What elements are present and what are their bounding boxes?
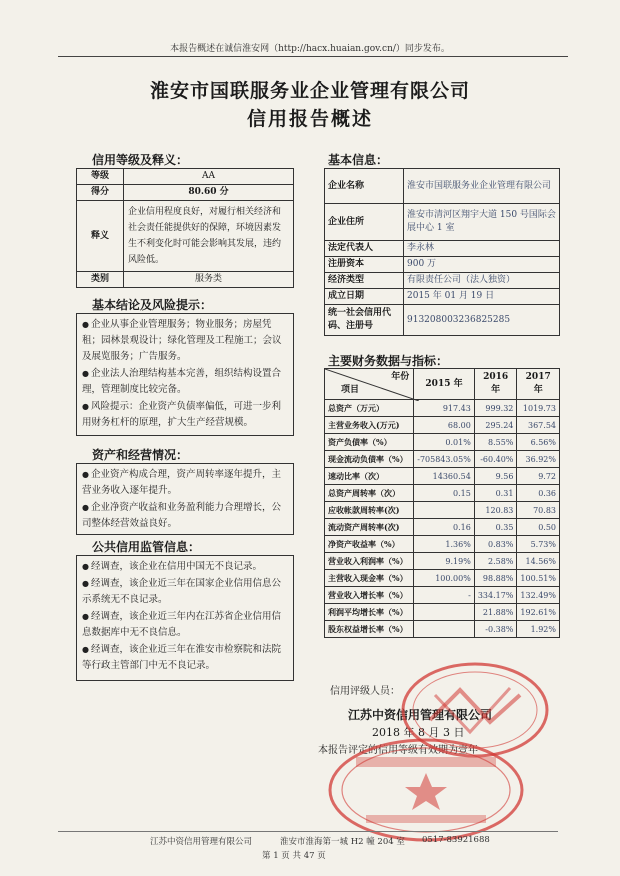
bullet-icon: ● bbox=[82, 320, 89, 329]
financial-table bbox=[324, 368, 560, 638]
info-row-credit-code bbox=[325, 305, 560, 336]
bullet-icon: ● bbox=[82, 470, 89, 479]
financial-value: 0.83% bbox=[474, 536, 517, 553]
financial-value: -60.40% bbox=[474, 451, 517, 468]
financial-row bbox=[325, 587, 560, 604]
supervision-box bbox=[76, 555, 294, 681]
financial-row bbox=[325, 570, 560, 587]
category-value: 服务类 bbox=[124, 272, 294, 288]
report-title-company: 淮安市国联服务业企业管理有限公司 bbox=[149, 80, 470, 102]
supervision-item: ● 经调查，该企业近三年在淮安市检察院和法院等行政主管部门中无不良记录。 bbox=[82, 644, 281, 671]
financial-metric-label: 营业收入利润率（%） bbox=[325, 553, 414, 570]
year-header: 2017 年 bbox=[517, 369, 560, 400]
financial-value: 9.72 bbox=[517, 468, 560, 485]
credit-code-value: 913208003236825285 bbox=[404, 305, 560, 336]
company-name-value: 淮安市国联服务业企业管理有限公司 bbox=[404, 169, 560, 204]
info-row-capital bbox=[325, 257, 560, 273]
basic-info-table bbox=[324, 168, 560, 336]
financial-row bbox=[325, 468, 560, 485]
corner-cell bbox=[325, 369, 414, 400]
footer-phone: 0517-83921688 bbox=[422, 835, 490, 845]
financial-metric-label: 主营收入现金率（%） bbox=[325, 570, 414, 587]
financial-value: 9.56 bbox=[474, 468, 517, 485]
operation-section-title: 资产和经营情况： bbox=[92, 448, 189, 462]
financial-value bbox=[414, 502, 475, 519]
top-divider bbox=[58, 56, 568, 57]
signing-date: 2018 年 8 月 3 日 bbox=[372, 726, 465, 739]
bullet-icon: ● bbox=[82, 369, 89, 378]
bullet-icon: ● bbox=[82, 402, 89, 411]
credit-seal-stamp bbox=[326, 735, 526, 845]
conclusion-item: ● 企业从事企业管理服务；物业服务；房屋凭租；园林景观设计；绿化管理及工程施工；会议及展览服务；广告服务。 bbox=[82, 319, 282, 362]
footer-address: 淮安市淮海第一城 H2 幢 204 室 bbox=[280, 837, 405, 847]
basic-info-section-title: 基本信息： bbox=[328, 153, 389, 167]
capital-value: 900 万 bbox=[404, 257, 560, 273]
category-label: 类别 bbox=[77, 272, 124, 288]
definition-value: 企业信用程度良好，对履行相关经济和社会责任能提供好的保障，环境因素发生不利变化时可能会影响其发展，违约风险低。 bbox=[124, 201, 294, 272]
economic-type-label: 经济类型 bbox=[325, 273, 404, 289]
financial-value: 8.55% bbox=[474, 434, 517, 451]
financial-metric-label: 营业收入增长率（%） bbox=[325, 587, 414, 604]
bullet-icon: ● bbox=[82, 562, 89, 571]
financial-header-row bbox=[325, 369, 560, 400]
conclusion-section-title: 基本结论及风险提示： bbox=[92, 298, 213, 312]
info-row-name bbox=[325, 169, 560, 204]
financial-metric-label: 股东权益增长率（%） bbox=[325, 621, 414, 638]
year-header: 2016 年 bbox=[474, 369, 517, 400]
financial-metric-label: 主营业务收入(万元) bbox=[325, 417, 414, 434]
report-title: 信用报告概述 bbox=[246, 108, 373, 130]
info-row-address bbox=[325, 204, 560, 241]
bullet-icon: ● bbox=[82, 503, 89, 512]
financial-value: 917.43 bbox=[414, 400, 475, 417]
score-label: 得分 bbox=[77, 185, 124, 201]
supervision-item: ● 经调查，该企业在信用中国无不良记录。 bbox=[82, 561, 262, 572]
financial-metric-label: 应收帐款周转率(次) bbox=[325, 502, 414, 519]
financial-value: 0.16 bbox=[414, 519, 475, 536]
financial-row bbox=[325, 434, 560, 451]
financial-metric-label: 流动资产周转率(次) bbox=[325, 519, 414, 536]
publish-note: 本报告概述在诚信淮安网（http://hacx.huaian.gov.cn/）同步发布。 bbox=[170, 44, 450, 54]
financial-value: 98.88% bbox=[474, 570, 517, 587]
financial-value: 0.36 bbox=[517, 485, 560, 502]
financial-value bbox=[414, 604, 475, 621]
financial-value: 9.19% bbox=[414, 553, 475, 570]
financial-value: 120.83 bbox=[474, 502, 517, 519]
address-value: 淮安市清河区翔宇大道 150 号国际会展中心 1 室 bbox=[404, 204, 560, 241]
capital-label: 注册资本 bbox=[325, 257, 404, 273]
financial-value: 100.00% bbox=[414, 570, 475, 587]
financial-row bbox=[325, 502, 560, 519]
financial-value: 36.92% bbox=[517, 451, 560, 468]
financial-value: 6.56% bbox=[517, 434, 560, 451]
definition-label: 释义 bbox=[77, 201, 124, 272]
financial-value: -0.38% bbox=[474, 621, 517, 638]
financial-row bbox=[325, 417, 560, 434]
financial-value: 295.24 bbox=[474, 417, 517, 434]
financial-value: 999.32 bbox=[474, 400, 517, 417]
supervision-item: ● 经调查，该企业近三年在国家企业信用信息公示系统无不良记录。 bbox=[82, 578, 281, 605]
rating-section-title: 信用等级及释义： bbox=[92, 153, 189, 167]
rating-row-grade bbox=[77, 169, 294, 185]
financial-value: 2.58% bbox=[474, 553, 517, 570]
financial-row bbox=[325, 519, 560, 536]
score-value: 80.60 分 bbox=[124, 185, 294, 201]
financial-metric-label: 利润平均增长率（%） bbox=[325, 604, 414, 621]
financial-value: - bbox=[414, 587, 475, 604]
conclusion-item: ● 风险提示：企业资产负债率偏低，可进一步利用财务杠杆的原理，扩大生产经营规模。 bbox=[82, 401, 281, 428]
financial-value: 1019.73 bbox=[517, 400, 560, 417]
info-row-date bbox=[325, 289, 560, 305]
financial-row bbox=[325, 451, 560, 468]
operation-box bbox=[76, 463, 294, 535]
grade-label: 等级 bbox=[77, 169, 124, 185]
economic-type-value: 有限责任公司（法人独资） bbox=[404, 273, 560, 289]
operation-item: ● 企业资产构成合理，资产周转率逐年提升，主营业务收入逐年提升。 bbox=[82, 469, 281, 496]
financial-metric-label: 总资产周转率（次） bbox=[325, 485, 414, 502]
financial-section-title: 主要财务数据与指标： bbox=[328, 354, 449, 368]
legal-rep-value: 李永林 bbox=[404, 241, 560, 257]
info-row-type bbox=[325, 273, 560, 289]
grade-value: AA bbox=[124, 169, 294, 185]
supervision-item: ● 经调查，该企业近三年内在江苏省企业信用信息数据库中无不良信息。 bbox=[82, 611, 281, 638]
financial-value: -705843.05% bbox=[414, 451, 475, 468]
financial-metric-label: 资产负债率（%） bbox=[325, 434, 414, 451]
financial-row bbox=[325, 553, 560, 570]
financial-body bbox=[325, 400, 560, 638]
financial-value: 21.88% bbox=[474, 604, 517, 621]
page-number: 第 1 页 共 47 页 bbox=[262, 851, 326, 861]
financial-metric-label: 速动比率（次） bbox=[325, 468, 414, 485]
bullet-icon: ● bbox=[82, 645, 89, 654]
financial-row bbox=[325, 536, 560, 553]
financial-value: 1.92% bbox=[517, 621, 560, 638]
financial-value: 0.01% bbox=[414, 434, 475, 451]
financial-value: 0.31 bbox=[474, 485, 517, 502]
financial-value bbox=[414, 621, 475, 638]
item-corner-label: 项目 bbox=[341, 385, 360, 395]
financial-row bbox=[325, 400, 560, 417]
founded-date-label: 成立日期 bbox=[325, 289, 404, 305]
rater-label: 信用评级人员： bbox=[330, 686, 400, 697]
signing-company: 江苏中资信用管理有限公司 bbox=[348, 708, 493, 722]
financial-value: 0.50 bbox=[517, 519, 560, 536]
year-corner-label: 年份 bbox=[391, 372, 410, 382]
supervision-section-title: 公共信用监管信息： bbox=[92, 540, 201, 554]
founded-date-value: 2015 年 01 月 19 日 bbox=[404, 289, 560, 305]
financial-row bbox=[325, 621, 560, 638]
rating-table bbox=[76, 168, 294, 288]
financial-value: 14.56% bbox=[517, 553, 560, 570]
footer-company: 江苏中资信用管理有限公司 bbox=[150, 837, 253, 847]
financial-row bbox=[325, 485, 560, 502]
financial-value: 1.36% bbox=[414, 536, 475, 553]
financial-value: 70.83 bbox=[517, 502, 560, 519]
financial-metric-label: 现金流动负债率（%） bbox=[325, 451, 414, 468]
legal-rep-label: 法定代表人 bbox=[325, 241, 404, 257]
address-label: 企业住所 bbox=[325, 204, 404, 241]
conclusion-item: ● 企业法人治理结构基本完善，组织结构设置合理，管理制度比较完备。 bbox=[82, 368, 281, 395]
financial-value: 5.73% bbox=[517, 536, 560, 553]
bullet-icon: ● bbox=[82, 579, 89, 588]
financial-value: 132.49% bbox=[517, 587, 560, 604]
conclusion-box bbox=[76, 313, 294, 436]
financial-value: 367.54 bbox=[517, 417, 560, 434]
rating-row-definition bbox=[77, 201, 294, 272]
financial-value: 68.00 bbox=[414, 417, 475, 434]
year-header: 2015 年 bbox=[414, 369, 475, 400]
financial-value: 14360.54 bbox=[414, 468, 475, 485]
financial-value: 100.51% bbox=[517, 570, 560, 587]
footer-divider bbox=[58, 831, 558, 832]
credit-code-label: 统一社会信用代码、注册号 bbox=[325, 305, 404, 336]
financial-value: 0.15 bbox=[414, 485, 475, 502]
financial-value: 0.35 bbox=[474, 519, 517, 536]
rating-row-category bbox=[77, 272, 294, 288]
rating-row-score bbox=[77, 185, 294, 201]
bullet-icon: ● bbox=[82, 612, 89, 621]
financial-metric-label: 总资产（万元） bbox=[325, 400, 414, 417]
financial-value: 192.61% bbox=[517, 604, 560, 621]
validity-note: 本报告评定的信用等级有效期为壹年 bbox=[318, 745, 478, 756]
company-name-label: 企业名称 bbox=[325, 169, 404, 204]
financial-row bbox=[325, 604, 560, 621]
info-row-legal-rep bbox=[325, 241, 560, 257]
financial-metric-label: 净资产收益率（%） bbox=[325, 536, 414, 553]
operation-item: ● 企业净资产收益和业务盈利能力合理增长，公司整体经营效益良好。 bbox=[82, 502, 281, 529]
financial-value: 334.17% bbox=[474, 587, 517, 604]
